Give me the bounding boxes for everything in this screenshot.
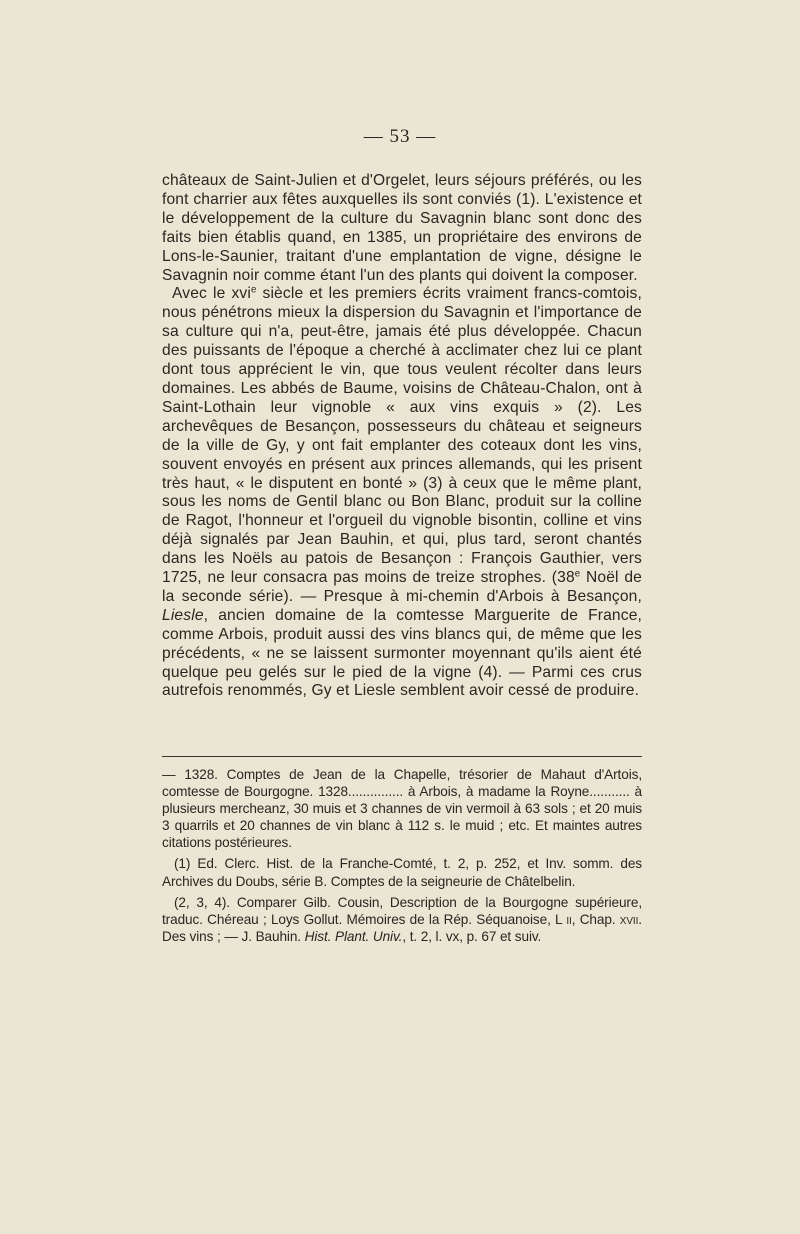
main-text: [162, 172, 642, 701]
footnote-2-3-4-part-3: . Des vins ; — J. Bauhin.: [162, 911, 642, 944]
paragraph-2-part-3: Noël de la seconde série). — Presque à mi-chemin d'Arbois à Besançon,: [162, 569, 643, 605]
book-number: ii: [566, 911, 572, 927]
paragraph-2-part-2: siècle et les premiers écrits vraiment francs-comtois, nous pénétrons mieux la dispersion du Savagnin et l'importance de sa culture qui n'a, peut-être, jamais été plus développée. Chacun des puissants de l'époque a cherché à acclimater chez lui ce plant dont tous apprécient le vin, que tous veulent récolter dans leurs domaines. Les abbés de Baume, voisins de Château-Chalon, ont à Saint-Lothain leur vignoble « aux vins exquis » (2). Les archevêques de Besançon, possesseurs du château et seigneurs de la ville de Gy, y ont fait emplanter des coteaux dont les vins, souvent envoyés en présent aux princes allemands, qui les prisent très haut, « le disputent en bonté » (3) à ceux que le même plant, sous les noms de Gentil blanc ou Bon Blanc, produit sur la colline de Ragot, l'honneur et l'orgueil du vignoble bisontin, colline et vins déjà signalés par Jean Bauhin, et qui, plus tard, seront chantés dans les Noëls au patois de Besançon : François Gauthier, vers 1725, ne leur consacra pas moins de treize strophes. (38: [162, 285, 642, 587]
century-superscript: e: [250, 285, 257, 297]
paragraph-1: châteaux de Saint-Julien et d'Orgelet, leurs séjours préférés, ou les font charrier aux fêtes auxquelles ils sont conviés (1). L'existence et le développement de la culture du Savagnin blanc sont donc des faits bien établis quand, en 1385, un propriétaire des environs de Lons-le-Saunier, traitant d'une emplantation de vigne, désigne le Savagnin noir comme étant l'un des plants qui doivent la composer.: [162, 172, 642, 284]
chapter-number: xvii: [619, 911, 639, 927]
page-number: — 53 —: [363, 126, 437, 147]
paragraph-2-part-4: , ancien domaine de la comtesse Marguerite de France, comme Arbois, produit aussi des vins blancs qui, de même que les précédents, « ne se laissent surmonter moyennant qu'ils aient été quelque peu gelés sur le pied de la vigne (4). — Parmi ces crus autrefois renommés, Gy et Liesle semblent avoir cessé de produire.: [162, 606, 642, 700]
footnote-2-3-4-part-4: , t. 2, l. vx, p. 67 et suiv.: [402, 928, 542, 944]
book-title-italic: Hist. Plant. Univ.: [304, 928, 403, 944]
place-name-italic: Liesle: [162, 606, 204, 624]
footnote-separator: [162, 756, 642, 757]
footnote-accounts: — 1328. Comptes de Jean de la Chapelle, trésorier de Mahaut d'Artois, comtesse de Bourgogne. 1328............... à Arbois, à madame la Royne........... à plusieurs mercheanz, 30 muis et 3 channes de vin vermoil à 63 sols ; et 20 muis 3 quarrils et 20 channes de vin blanc à 112 s. le muid ; etc. Et maintes autres citations postérieures.: [162, 767, 642, 851]
paragraph-2-part-1: Avec le xvi: [172, 285, 251, 303]
ordinal-superscript: e: [574, 568, 581, 580]
footnote-2-3-4-part-2: , Chap.: [571, 911, 620, 927]
footnote-2-3-4-part-1: (2, 3, 4). Comparer Gilb. Cousin, Description de la Bourgogne supérieure, traduc. Chéreau ; Loys Gollut. Mémoires de la Rép. Séquanoise, L: [162, 894, 642, 927]
paragraph-2: [162, 285, 642, 701]
footnote-2-3-4: [162, 894, 642, 945]
footnote-1: (1) Ed. Clerc. Hist. de la Franche-Comté, t. 2, p. 252, et Inv. somm. des Archives du Doubs, série B. Comptes de la seigneurie de Châtelbelin.: [162, 856, 642, 889]
footnotes: [162, 766, 642, 949]
